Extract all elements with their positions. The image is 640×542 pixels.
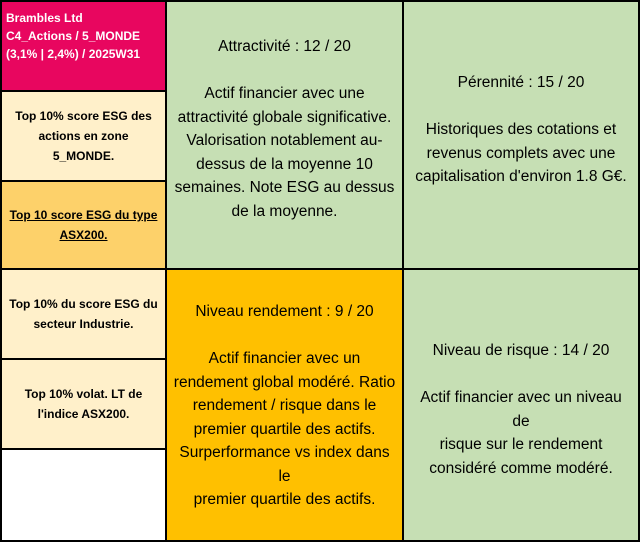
perennite-line: revenus complets avec une (426, 144, 616, 162)
risque-line: risque sur le rendement (439, 436, 603, 453)
rendement-cell (167, 270, 404, 540)
risque-title: Niveau de risque : 14 / 20 (432, 342, 610, 359)
esg-zone-cell (2, 92, 167, 182)
empty-cell (2, 450, 167, 540)
asset-name: Brambles Ltd (6, 11, 83, 25)
rendement-line: rendement global modéré. Ratio (173, 373, 396, 391)
attractivite-cell (167, 2, 404, 270)
esg-type-text: Top 10 score ESG du type ASX200. (9, 208, 158, 242)
rendement-line: premier quartile des actifs. (193, 491, 376, 508)
attractivite-line: attractivité globale significative. (177, 108, 392, 126)
attractivite-line: de la moyenne. (231, 202, 338, 220)
volatility-text: Top 10% volat. LT de l'indice ASX200. (24, 387, 143, 421)
esg-zone-text: Top 10% score ESG des actions en zone 5_MONDE. (15, 109, 152, 163)
esg-type-cell (2, 182, 167, 270)
esg-sector-text: Top 10% du score ESG du secteur Industrie. (9, 297, 158, 331)
attractivite-line: semaines. Note ESG au dessus (174, 179, 395, 196)
rendement-line: Actif financier avec un (208, 350, 361, 367)
risque-cell (404, 270, 638, 540)
attractivite-line: Valorisation notablement au- (186, 132, 383, 149)
asset-stats: (3,1% | 2,4%) / 2025W31 (6, 47, 141, 61)
rendement-line: Surperformance vs index dans le (179, 444, 390, 485)
attractivite-line: dessus de la moyenne 10 (196, 155, 373, 173)
volatility-cell (2, 360, 167, 450)
attractivite-line: Actif financier avec une (204, 85, 365, 102)
rendement-line: premier quartile des actifs. (193, 420, 376, 438)
perennite-cell (404, 2, 638, 270)
esg-sector-cell (2, 270, 167, 360)
perennite-title: Pérennité : 15 / 20 (457, 74, 585, 91)
attractivite-title: Attractivité : 12 / 20 (218, 38, 351, 55)
perennite-line: Historiques des cotations et (425, 121, 617, 138)
perennite-line: capitalisation d'environ 1.8 G€. (415, 168, 627, 185)
risque-line: Actif financier avec un niveau de (420, 389, 622, 430)
asset-category: C4_Actions / 5_MONDE (6, 29, 141, 43)
risque-line: considéré comme modéré. (429, 459, 613, 477)
rendement-line: rendement / risque dans le (192, 397, 377, 414)
asset-header (2, 2, 167, 92)
rendement-title: Niveau rendement : 9 / 20 (195, 303, 374, 320)
